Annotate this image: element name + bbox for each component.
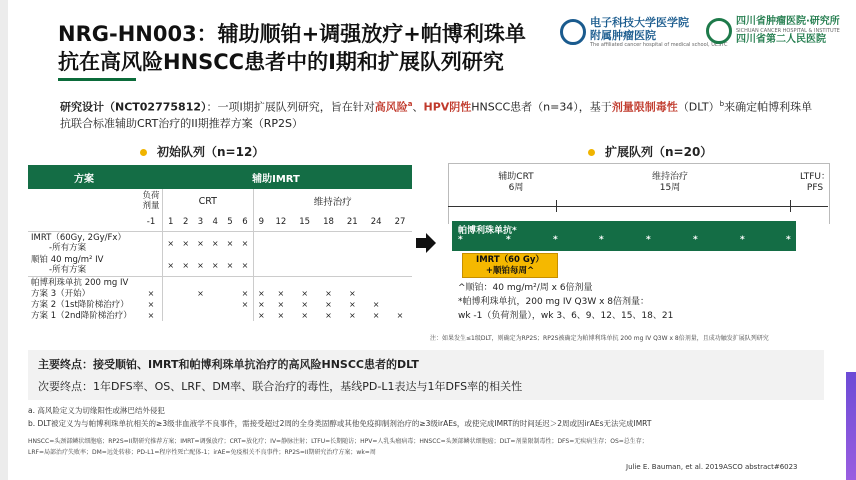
design-dlt: 剂量限制毒性 xyxy=(611,100,678,114)
footnotes xyxy=(28,404,828,430)
mark-cell xyxy=(178,288,193,299)
mark-cell: × xyxy=(301,311,309,320)
mark-cell xyxy=(364,288,388,299)
mark-cell xyxy=(364,232,388,255)
week-cell: 18 xyxy=(323,217,334,227)
mark-cell xyxy=(223,310,238,321)
mark-cell xyxy=(269,232,293,255)
mark-cell: × xyxy=(301,289,309,298)
mark-cell: × xyxy=(140,310,163,321)
footnote-b: b. DLT被定义为与帕博利珠单抗相关的≥3级非血液学不良事件，需接受超过2周的全身类固醇或其他免疫抑制剂治疗的≥3级irAEs，或使完成IMRT的时间延迟＞2周或因irAEs无法完成IMRT xyxy=(28,419,652,428)
logo2-sub: SICHUAN CANCER HOSPITAL & INSTITUTE xyxy=(736,28,840,34)
mark-cell xyxy=(388,232,412,255)
row-label xyxy=(28,254,140,277)
mark-cell xyxy=(253,232,269,255)
week-cell: 15 xyxy=(299,217,311,227)
schedule-table-wrap xyxy=(28,165,412,321)
expansion-cohort-label: 扩展队列（n=20） xyxy=(605,145,713,159)
study-design xyxy=(60,96,820,132)
bullet-dot-icon-2 xyxy=(588,149,595,156)
yellow-line1: IMRT（60 Gy） xyxy=(476,255,544,265)
mark-cell xyxy=(253,254,269,277)
mark-cell xyxy=(388,299,412,310)
row-label xyxy=(28,299,140,310)
expansion-footnote: 注：如果发生≤1级DLT，则确定为RP2S；RP2S被确定为帕博利珠单抗 200 mg IV Q3W x 8倍剂量，且成功触发扩展队列研究 xyxy=(430,335,769,342)
initial-cohort-title xyxy=(140,143,264,160)
mark-cell xyxy=(178,277,193,289)
imrt-cisplatin-box xyxy=(462,253,558,278)
logo1-sub: The affiliated cancer hospital of medical school, UESTC xyxy=(590,42,728,48)
mark-cell: × xyxy=(257,289,265,298)
mark-cell xyxy=(317,254,341,277)
citation: Julie E. Bauman, et al. 2019ASCO abstract#6023 xyxy=(626,463,798,471)
design-text3: （DLT） xyxy=(677,100,720,114)
mark-cell: × xyxy=(277,300,285,309)
mark-cell: × xyxy=(197,289,204,298)
mark-cell xyxy=(317,232,341,255)
pembrolizumab-bar-label: 帕博利珠单抗* xyxy=(458,226,517,236)
logo-uestc xyxy=(560,16,727,48)
table-row xyxy=(28,254,412,277)
mark-cell xyxy=(293,277,317,289)
mark-cell: × xyxy=(237,288,253,299)
week-cell: 5 xyxy=(227,217,233,227)
dose-star: * xyxy=(553,235,558,245)
row-label-sub: -所有方案 xyxy=(49,243,87,253)
expansion-cohort-title xyxy=(588,143,712,160)
logo1-name: 电子科技大学医学院 xyxy=(590,16,689,29)
mark-cell: × xyxy=(211,238,219,248)
design-risk: 高风险 xyxy=(374,100,408,114)
mark-cell: × xyxy=(372,311,380,320)
mark-cell xyxy=(208,299,223,310)
note-weeks: wk -1（负荷剂量），wk 3、6、9、12、15、18、21 xyxy=(458,311,674,321)
mark-cell: × xyxy=(257,300,265,309)
uestc-emblem-icon xyxy=(560,19,586,45)
design-risk-sup: a xyxy=(407,100,413,108)
mark-cell xyxy=(140,277,163,289)
week-cell: 12 xyxy=(275,217,287,227)
mark-cell: × xyxy=(348,300,356,309)
week-cell: 3 xyxy=(197,217,204,227)
note-pembro: *帕博利珠单抗，200 mg IV Q3W x 8倍剂量： xyxy=(458,297,650,307)
timeline-axis xyxy=(448,206,828,207)
endpoints-box xyxy=(28,350,824,400)
mark-cell: × xyxy=(257,311,265,320)
mark-cell: × xyxy=(182,238,190,248)
dose-star: * xyxy=(458,235,463,245)
mark-cell xyxy=(317,277,341,289)
week-cell: -1 xyxy=(140,213,163,232)
mark-cell xyxy=(163,310,179,321)
table-row xyxy=(28,299,412,310)
mark-cell xyxy=(293,232,317,255)
design-text1: ：一项I期扩展队列研究，旨在针对 xyxy=(206,100,375,114)
col-maint-header: 维持治疗 xyxy=(313,197,352,208)
slide-title xyxy=(58,20,558,76)
expansion-notes xyxy=(458,281,818,323)
table-row xyxy=(28,277,412,289)
note-cisplatin: ^顺铂：40 mg/m²/周 x 6倍剂量 xyxy=(458,283,593,293)
timeline-maint-dur: 15周 xyxy=(659,183,681,193)
row-label-main: 帕博利珠单抗 200 mg IV xyxy=(31,277,129,288)
design-text2: HNSCC患者（n=34），基于 xyxy=(471,100,612,114)
mark-cell: × xyxy=(301,300,309,309)
mark-cell: × xyxy=(237,232,253,255)
design-label: 研究设计（NCT02775812） xyxy=(60,100,207,114)
mark-cell xyxy=(193,310,208,321)
row-label xyxy=(28,232,140,255)
dose-star: * xyxy=(693,235,698,245)
tick-maint xyxy=(790,200,791,212)
col-imrt-header: 辅助IMRT xyxy=(140,165,412,189)
secondary-endpoint: 次要终点：1年DFS率、OS、LRF、DM率、联合治疗的毒性，基线PD-L1表达与1年DFS率的相关性 xyxy=(38,380,523,393)
week-cell: 24 xyxy=(370,217,382,227)
row-label xyxy=(28,288,140,299)
row-label-main: 方案 2（1st降阶梯治疗） xyxy=(31,299,129,310)
purple-accent-bar xyxy=(846,372,856,480)
tick-crt xyxy=(556,200,557,212)
row-label-main: 方案 3（开始） xyxy=(31,288,91,299)
timeline-crt-dur: 6周 xyxy=(508,183,524,193)
week-cell: 2 xyxy=(183,217,189,227)
mark-cell: × xyxy=(372,300,380,309)
mark-cell: × xyxy=(197,238,204,248)
timeline-crt xyxy=(486,172,546,194)
mark-cell xyxy=(340,277,364,289)
abbr-line2: LRF=局部治疗失败率；DM=远处转移；PD-L1=程序性死亡配体-1；irAE=免疫相关不良事件；RP2S=II期研究治疗方案；wk=周 xyxy=(28,449,376,456)
title-line-1: NRG-HN003：辅助顺铂+调强放疗+帕博利珠单 xyxy=(58,22,526,46)
mark-cell xyxy=(208,288,223,299)
week-cell: 21 xyxy=(346,217,358,227)
bullet-dot-icon xyxy=(140,149,147,156)
mark-cell: × xyxy=(211,260,219,270)
mark-cell: × xyxy=(237,254,253,277)
blank-cell xyxy=(28,189,140,232)
dose-star: * xyxy=(506,235,511,245)
week-cell: 4 xyxy=(212,217,218,227)
primary-endpoint: 主要终点：接受顺铂、IMRT和帕博利珠单抗治疗的高风险HNSCC患者的DLT xyxy=(38,358,419,371)
mark-cell xyxy=(293,254,317,277)
schedule-table xyxy=(28,165,412,321)
mark-cell xyxy=(193,277,208,289)
mark-cell xyxy=(237,277,253,289)
dose-star: * xyxy=(599,235,604,245)
yellow-line2: +顺铂每周^ xyxy=(485,266,535,276)
mark-cell xyxy=(163,288,179,299)
mark-cell xyxy=(178,310,193,321)
col-plan-header: 方案 xyxy=(28,165,140,189)
row-label-sub: -所有方案 xyxy=(49,265,87,275)
mark-cell xyxy=(223,288,238,299)
timeline-ltfu xyxy=(790,172,840,194)
mark-cell: × xyxy=(237,299,253,310)
mark-cell xyxy=(253,277,269,289)
mark-cell xyxy=(163,299,179,310)
logo2-name: 四川省肿瘤医院·研究所 xyxy=(736,16,840,27)
mark-cell xyxy=(178,299,193,310)
mark-cell xyxy=(269,277,293,289)
left-accent-bar xyxy=(0,0,8,480)
table-row xyxy=(28,288,412,299)
design-text4: 来确定帕博利珠单抗联合标准辅助CRT治疗的II期推荐方案（RP2S） xyxy=(60,100,813,130)
dose-star: * xyxy=(646,235,651,245)
design-sep: 、 xyxy=(412,100,424,114)
mark-cell xyxy=(388,288,412,299)
week-cell: 27 xyxy=(394,217,406,227)
logo2-name2: 四川省第二人民医院 xyxy=(736,34,826,45)
mark-cell xyxy=(163,277,179,289)
title-line-2: 抗在高风险HNSCC患者中的I期和扩展队列研究 xyxy=(58,50,504,74)
mark-cell: × xyxy=(396,311,404,320)
mark-cell xyxy=(269,254,293,277)
row-label xyxy=(28,277,140,289)
timeline-crt-label: 辅助CRT xyxy=(498,172,534,182)
mark-cell: × xyxy=(348,289,356,298)
table-row xyxy=(28,232,412,255)
right-arrow-icon xyxy=(416,233,438,253)
mark-cell xyxy=(364,254,388,277)
abbr-line1: HNSCC=头颈部鳞状细胞癌；RP2S=II期研究推荐方案；IMRT=调强放疗；CRT=放化疗；IV=静脉注射；LTFU=长期随访；HPV=人乳头瘤病毒；HNSCC=头颈部鳞状细胞癌；DLT=剂量限制毒性；DFS=无疾病生存；OS=总生存； xyxy=(28,438,648,445)
mark-cell: × xyxy=(325,300,332,309)
row-label xyxy=(28,310,140,321)
row-label-main: IMRT（60Gy, 2Gy/Fx） xyxy=(31,233,126,243)
mark-cell: × xyxy=(140,299,163,310)
col-crt-header: CRT xyxy=(163,189,254,213)
dose-star: * xyxy=(786,235,791,245)
logo1-name2: 附属肿瘤医院 xyxy=(590,29,656,42)
table-row xyxy=(28,310,412,321)
mark-cell: × xyxy=(325,289,332,298)
initial-cohort-label: 初始队列（n=12） xyxy=(157,145,265,159)
mark-cell xyxy=(388,277,412,289)
row-label-main: 顺铂 40 mg/m² IV xyxy=(31,255,104,265)
week-cell: 6 xyxy=(237,213,253,232)
mark-cell xyxy=(193,299,208,310)
mark-cell: × xyxy=(226,260,234,270)
mark-cell xyxy=(208,277,223,289)
mark-cell xyxy=(364,277,388,289)
mark-cell xyxy=(223,277,238,289)
timeline-ltfu-label: LTFU： xyxy=(799,172,831,182)
week-cell: 9 xyxy=(258,217,264,227)
col-load-header: 负荷剂量 xyxy=(140,189,163,213)
mark-cell: × xyxy=(197,260,204,270)
design-hpv: HPV阴性 xyxy=(423,100,472,114)
mark-cell: × xyxy=(167,238,175,248)
mark-cell xyxy=(237,310,253,321)
mark-cell xyxy=(223,299,238,310)
logo-sichuan xyxy=(706,16,840,46)
mark-cell xyxy=(388,254,412,277)
mark-cell xyxy=(208,310,223,321)
mark-cell: × xyxy=(182,260,190,270)
design-dlt-sup: b xyxy=(719,100,725,108)
mark-cell xyxy=(340,232,364,255)
abbreviations xyxy=(28,436,828,458)
mark-cell: × xyxy=(348,311,356,320)
title-underline xyxy=(58,78,136,81)
mark-cell: × xyxy=(140,288,163,299)
mark-cell xyxy=(340,254,364,277)
mark-cell: × xyxy=(325,311,332,320)
timeline-ltfu-pfs: PFS xyxy=(806,183,824,193)
mark-cell: × xyxy=(226,238,234,248)
row-label-main: 方案 1（2nd降阶梯治疗） xyxy=(31,310,132,321)
mark-cell: × xyxy=(277,311,285,320)
timeline-maint-label: 维持治疗 xyxy=(651,172,688,182)
mark-cell xyxy=(140,254,163,277)
mark-cell: × xyxy=(167,260,175,270)
sichuan-emblem-icon xyxy=(706,18,732,44)
week-cell: 1 xyxy=(167,217,174,227)
footnote-a: a. 高风险定义为切缘阳性或淋巴结外侵犯 xyxy=(28,406,165,415)
timeline-maint xyxy=(630,172,710,194)
mark-cell: × xyxy=(277,289,285,298)
dose-star: * xyxy=(740,235,745,245)
mark-cell xyxy=(140,232,163,255)
